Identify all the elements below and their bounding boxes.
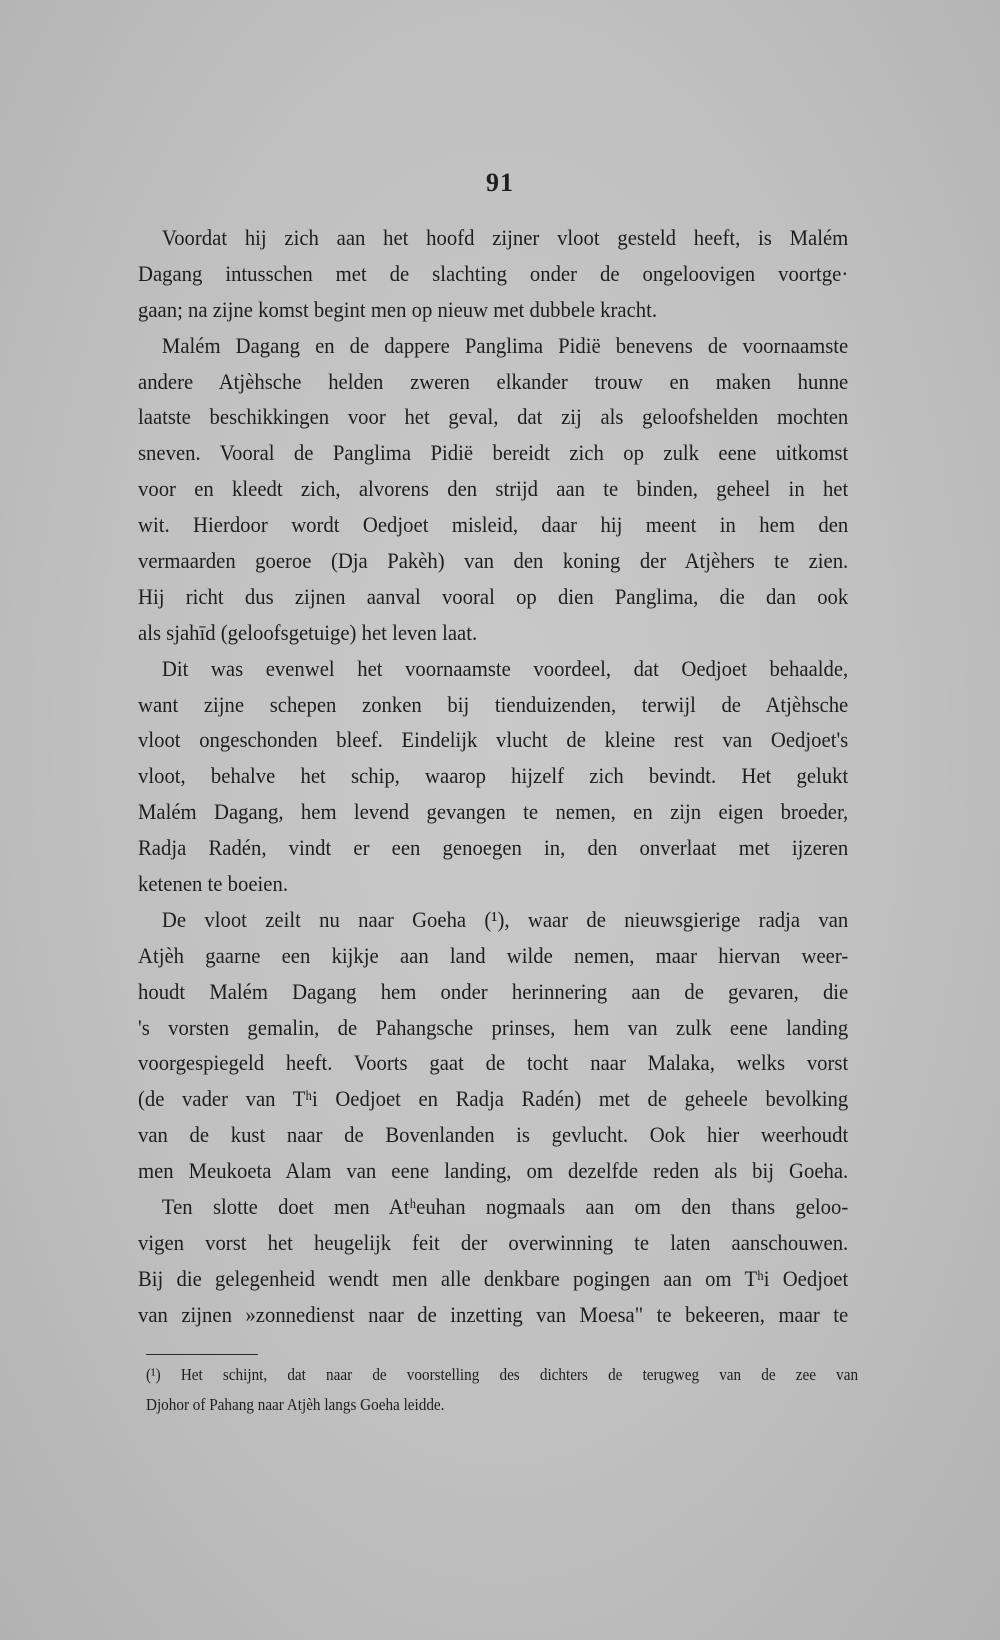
text-line: Bij die gelegenheid wendt men alle denkbare pogingen aan om Tʰi Oedjoet xyxy=(138,1265,849,1291)
text-line: men Meukoeta Alam van eene landing, om dezelfde reden als bij Goeha. xyxy=(138,1158,849,1184)
text-line: vermaarden goeroe (Dja Pakèh) van den koning der Atjèhers te zien. xyxy=(138,548,849,574)
text-line: als sjahīd (geloofsgetuige) het leven laat. xyxy=(138,619,478,645)
text-line: van de kust naar de Bovenlanden is gevlucht. Ook hier weerhoudt xyxy=(138,1122,849,1148)
text-line: Dagang intusschen met de slachting onder de ongeloovigen voortge· xyxy=(138,260,849,286)
text-line: gaan; na zijne komst begint men op nieuw met dubbele kracht. xyxy=(138,296,658,322)
text-line: vigen vorst het heugelijk feit der overwinning te laten aanschouwen. xyxy=(138,1229,849,1255)
main-text xyxy=(138,220,848,1333)
text-line: Voordat hij zich aan het hoofd zijner vloot gesteld heeft, is Malém xyxy=(161,225,849,250)
text-line: vloot, behalve het schip, waarop hijzelf zich bevindt. Het gelukt xyxy=(138,763,849,789)
text-line: houdt Malém Dagang hem onder herinnering aan de gevaren, die xyxy=(138,978,849,1004)
text-line: van zijnen »zonnedienst naar de inzetting van Moesa" te bekeeren, maar te xyxy=(138,1301,849,1327)
text-line: voorgespiegeld heeft. Voorts gaat de tocht naar Malaka, welks vorst xyxy=(138,1050,849,1076)
text-line: ketenen te boeien. xyxy=(138,871,289,897)
text-line: Ten slotte doet men Atʰeuhan nogmaals aan om den thans geloo- xyxy=(161,1194,849,1220)
footnote-line: Djohor of Pahang naar Atjèh langs Goeha leidde. xyxy=(146,1395,445,1414)
text-line: Atjèh gaarne een kijkje aan land wilde nemen, maar hiervan weer- xyxy=(138,942,849,968)
text-line: Hij richt dus zijnen aanval vooral op dien Panglima, die dan ook xyxy=(138,583,849,609)
text-line: Malém Dagang, hem levend gevangen te nemen, en zijn eigen broeder, xyxy=(138,799,849,825)
text-line: wit. Hierdoor wordt Oedjoet misleid, daar hij meent in hem den xyxy=(138,512,849,538)
text-line: vloot ongeschonden bleef. Eindelijk vlucht de kleine rest van Oedjoet's xyxy=(138,727,849,753)
text-line: De vloot zeilt nu naar Goeha (¹), waar de nieuwsgierige radja van xyxy=(161,906,849,932)
text-line: sneven. Vooral de Panglima Pidië bereidt zich op zulk eene uitkomst xyxy=(138,440,849,466)
text-line: andere Atjèhsche helden zweren elkander trouw en maken hunne xyxy=(138,368,849,394)
text-line: Dit was evenwel het voornaamste voordeel, dat Oedjoet behaalde, xyxy=(161,655,849,681)
page-number: 91 xyxy=(486,168,514,197)
text-line: (de vader van Tʰi Oedjoet en Radja Radén) met de geheele bevolking xyxy=(138,1086,849,1112)
text-line: want zijne schepen zonken bij tienduizenden, terwijl de Atjèhsche xyxy=(138,691,849,717)
footnote-separator xyxy=(146,1354,258,1355)
text-line: Malém Dagang en de dappere Panglima Pidië benevens de voornaamste xyxy=(161,332,849,358)
text-line: laatste beschikkingen voor het geval, dat zij als geloofshelden mochten xyxy=(138,404,849,430)
text-line: voor en kleedt zich, alvorens den strijd aan te binden, geheel in het xyxy=(138,476,849,502)
text-line: Radja Radén, vindt er een genoegen in, den onverlaat met ijzeren xyxy=(138,835,849,861)
text-line: 's vorsten gemalin, de Pahangsche prinses, hem van zulk eene landing xyxy=(138,1014,849,1040)
footnote xyxy=(146,1360,858,1420)
footnote-line: (¹) Het schijnt, dat naar de voorstelling des dichters de terugweg van de zee van xyxy=(146,1365,859,1384)
